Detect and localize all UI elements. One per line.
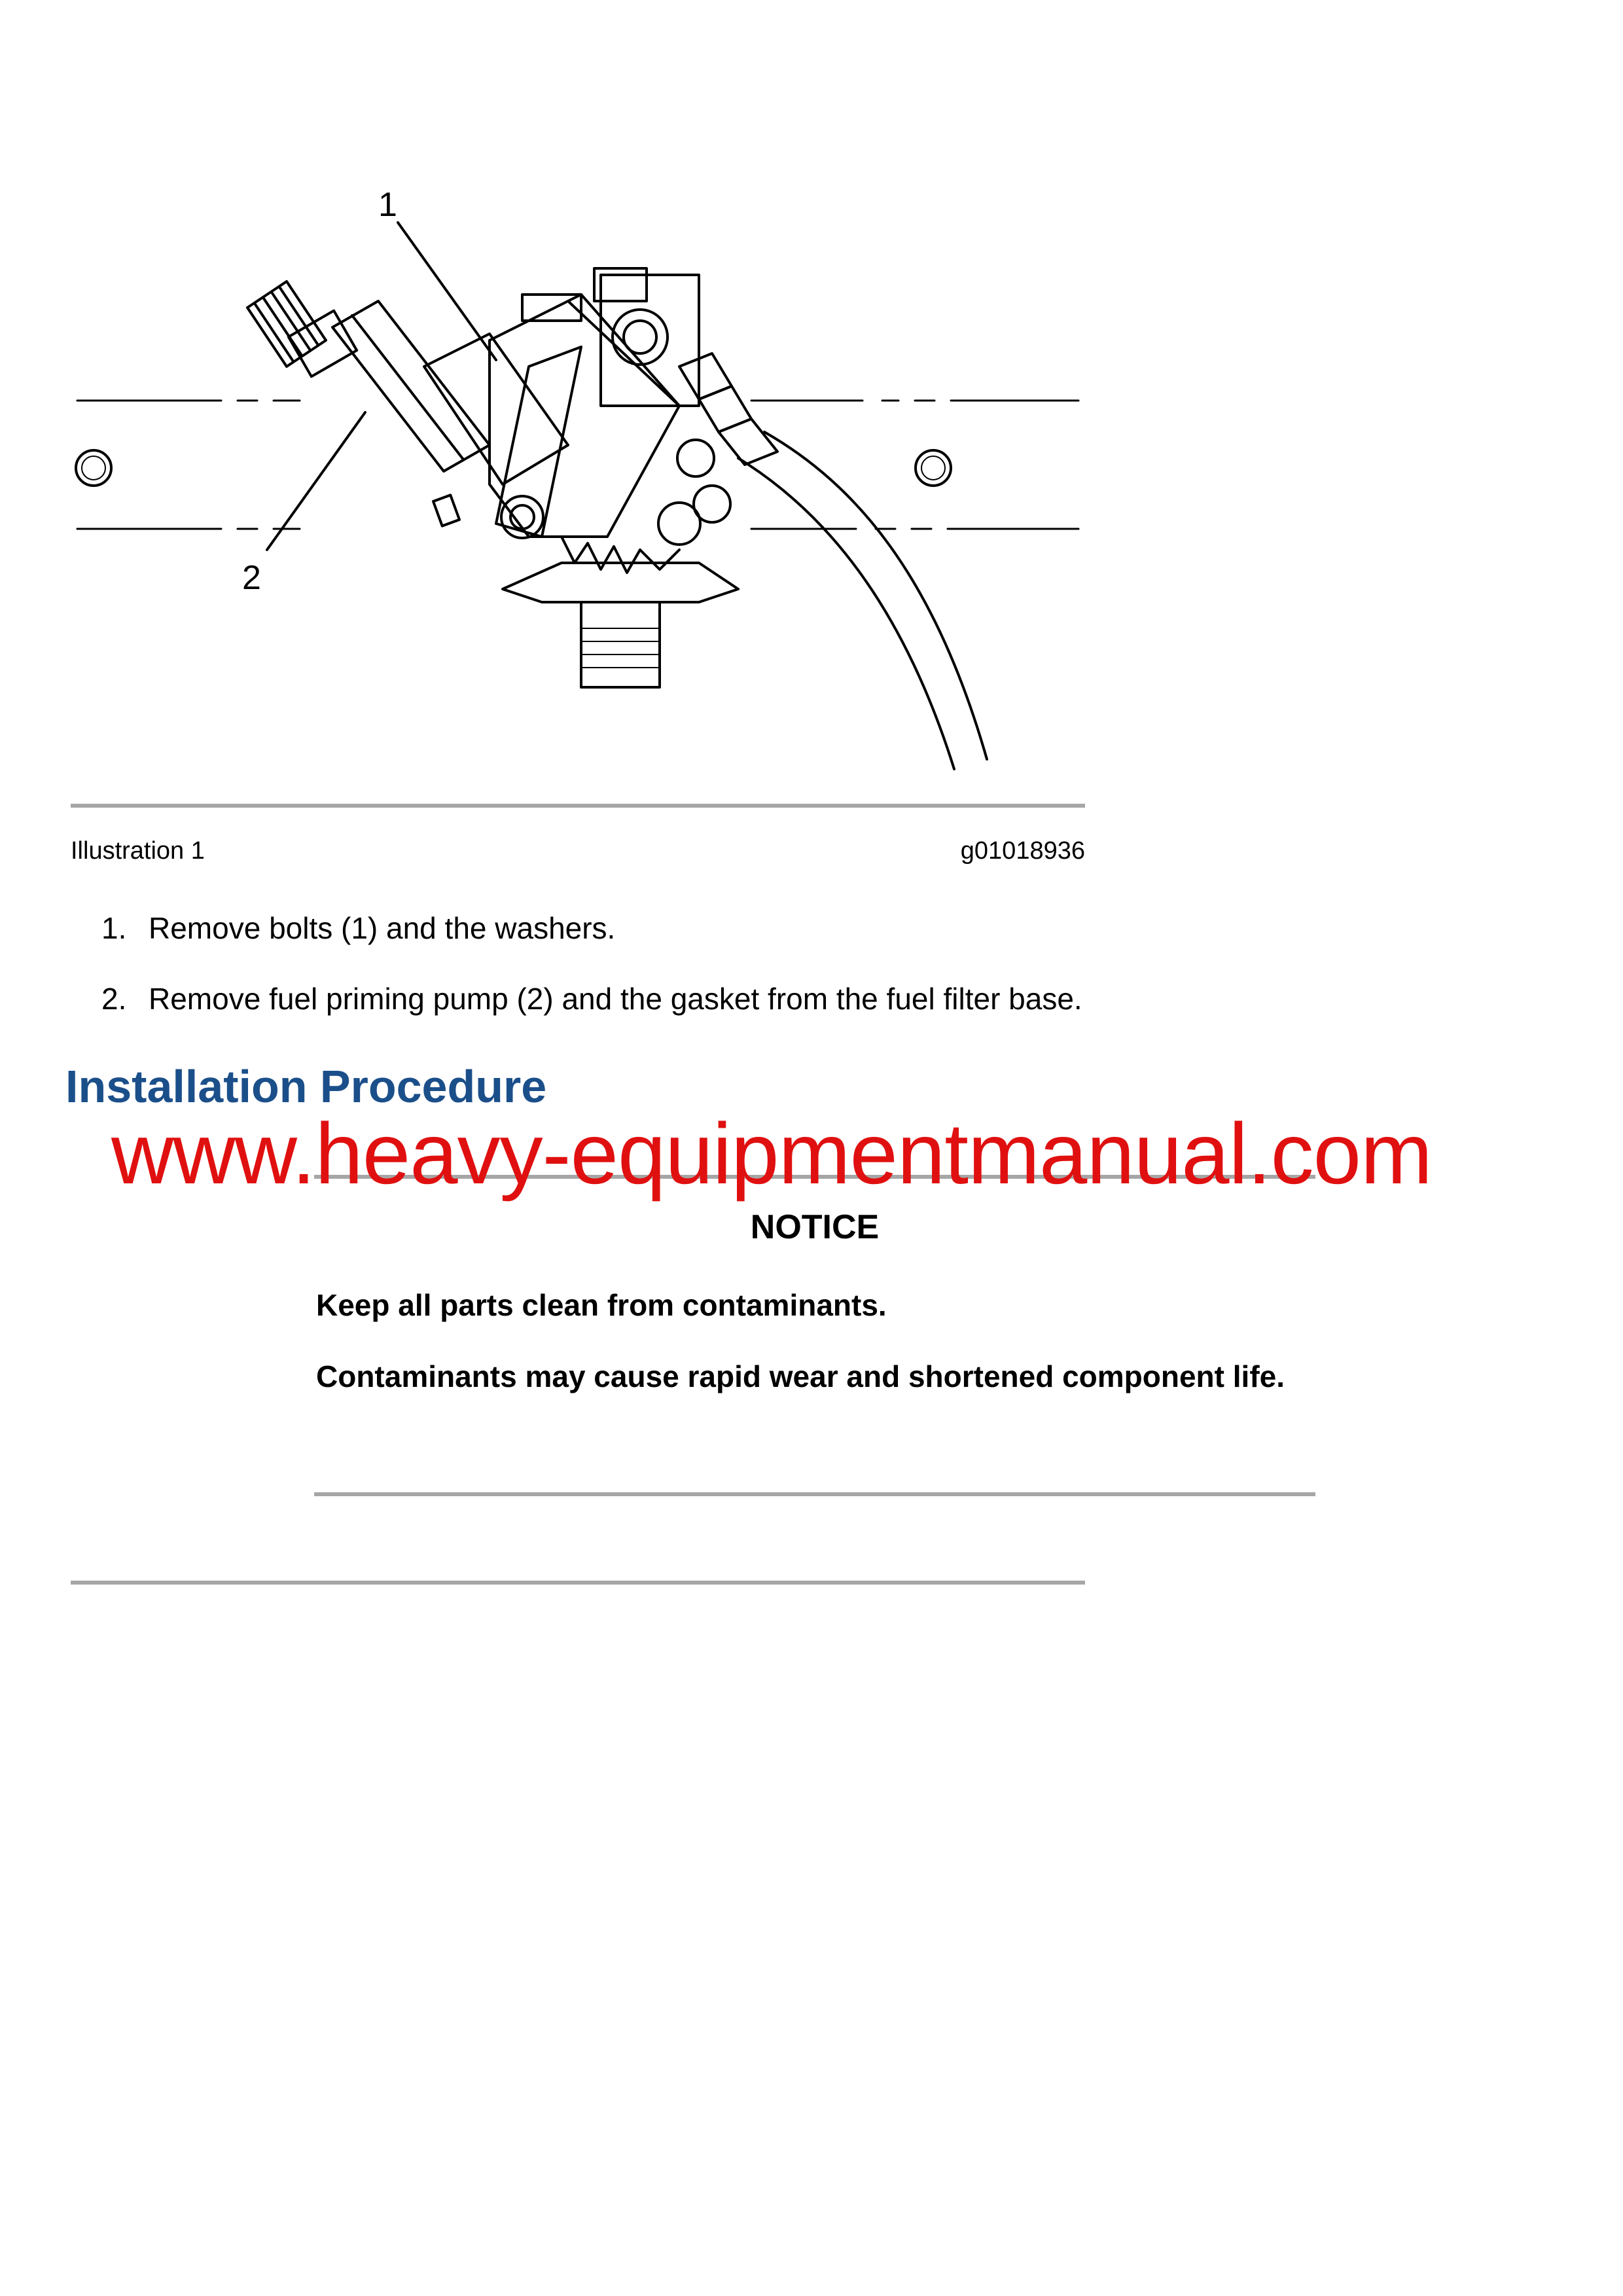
rail-lines bbox=[77, 401, 1079, 529]
step-number: 2. bbox=[101, 982, 127, 1016]
notice-line-2: Contaminants may cause rapid wear and shortened component life. bbox=[316, 1359, 1285, 1393]
fitting bbox=[679, 353, 777, 465]
section-heading: Installation Procedure bbox=[65, 1061, 547, 1112]
leader-line-1 bbox=[398, 223, 496, 360]
step-number: 1. bbox=[101, 911, 127, 945]
step-text: Remove bolts (1) and the washers. bbox=[149, 911, 616, 945]
callout-1: 1 bbox=[378, 186, 397, 224]
filter-base bbox=[433, 268, 730, 573]
illustration-caption-id: g01018936 bbox=[960, 837, 1085, 865]
priming-knob bbox=[247, 281, 357, 376]
base-fitting bbox=[503, 563, 738, 687]
step-2 bbox=[101, 980, 1082, 1017]
pump-barrel bbox=[332, 301, 568, 484]
bolt-head-top bbox=[613, 310, 668, 365]
notice-bottom-rule bbox=[314, 1492, 1315, 1496]
section-end-rule bbox=[71, 1581, 1085, 1585]
fuel-priming-pump-illustration bbox=[71, 170, 1085, 779]
watermark-url: www.heavy-equipmentmanual.com bbox=[111, 1105, 1432, 1202]
fuel-hose bbox=[738, 432, 987, 769]
illustration-caption-label: Illustration 1 bbox=[71, 837, 205, 865]
step-1 bbox=[101, 910, 615, 946]
callout-2: 2 bbox=[242, 559, 261, 597]
notice-line-1: Keep all parts clean from contaminants. bbox=[316, 1288, 887, 1322]
notice-title: NOTICE bbox=[750, 1208, 880, 1246]
leader-line-2 bbox=[267, 412, 365, 550]
step-text: Remove fuel priming pump (2) and the gasket from the fuel filter base. bbox=[149, 982, 1082, 1016]
illustration-rule bbox=[71, 804, 1085, 808]
